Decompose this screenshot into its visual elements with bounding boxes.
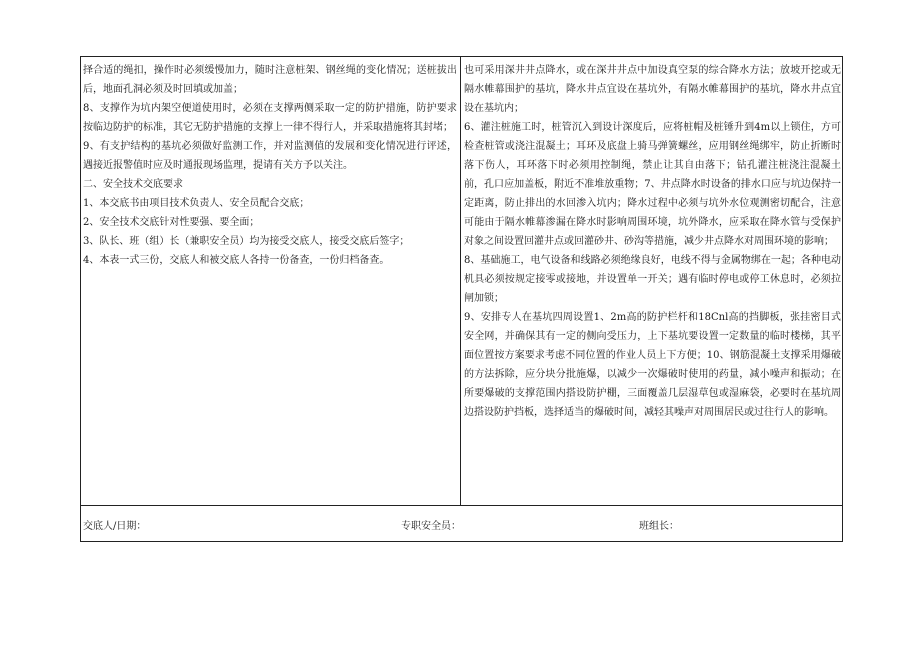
left-paragraph-item-9: 9、有支护结构的基坑必须做好监测工作，并对监测值的发展和变化情况进行评述，遇接近报警值时应及时通报现场监理，提请有关方予以关注。 [83,141,457,171]
left-paragraph-continuation: 择合适的绳扣，操作时必须缓慢加力，随时注意桩架、钢丝绳的变化情况；送桩拔出后，地面孔洞必须及时回填或加盖； [83,65,457,95]
handover-table [80,56,843,542]
requirement-item-1: 1、本交底书由项目技术负责人、安全员配合交底； [83,198,310,209]
right-paragraph-continuation: 也可采用深井井点降水，或在深井井点中加设真空泵的综合降水方法；放坡开挖或无隔水帷幕围护的基坑，降水井点宜设在基坑外，有隔水帷幕围护的基坑，降水井点宜设在基坑内； [464,65,841,114]
column-divider [460,57,461,505]
team-leader-label: 班组长： [639,521,679,532]
left-content-cell [83,57,457,270]
section-heading-requirements: 二、安全技术交底要求 [83,179,183,190]
right-paragraph-items-9-10: 9、安排专人在基坑四周设置1、2m高的防护栏杆和18Cnl高的挡脚板，张挂密目式安全网，并确保其有一定的侧向受压力，上下基坑要设置一定数量的临时楼梯，其平面位置按方案要求考虑不同位置的作业人员上下方便；10、钢筋混凝土支撑采用爆破的方法拆除，应分块分批施爆，以减少一次爆破时使用的药量，减小噪声和振动；在所要爆破的支撑范围内搭设防护棚，三面覆盖几层湿草包或湿麻袋，必要时在基坑周边搭设防护挡板，选择适当的爆破时间，减轻其噪声对周围居民或过往行人的影响。 [464,312,841,418]
safety-officer-label: 专职安全员： [401,521,461,532]
left-paragraph-item-8: 8、支撑作为坑内架空便道使用时，必须在支撑两侧采取一定的防护措施，防护要求按临边防护的标准，其它无防护措施的支撑上一律不得行人，并采取措施将其封堵； [83,103,457,133]
requirement-item-3: 3、队长、班（组）长（兼职安全员）均为接受交底人，接受交底后签字； [83,236,410,247]
requirement-item-2: 2、安全技术交底针对性要强、要全面； [83,217,260,228]
requirement-item-4: 4、本表一式三份，交底人和被交底人各持一份备查，一份归档备查。 [83,255,390,266]
right-paragraph-items-6-7: 6、灌注桩施工时，桩管沉入到设计深度后，应将桩帽及桩锤升到4m以上锁住，方可检查桩管或浇注混凝土；耳环及底盘上骑马弹簧螺丝，应用钢丝绳绑牢，防止折断时落下伤人，耳环落下时必须用控制绳，禁止让其自由落下；钻孔灌注桩浇注混凝土前，孔口应加盖板，附近不准堆放重物；7、井点降水时设备的排水口应与坑边保持一定距离，防止排出的水回渗入坑内；降水过程中必须与坑外水位观测密切配合，注意可能由于隔水帷幕渗漏在降水时影响周围环境，坑外降水，应采取在降水管与受保护对象之间设置回灌井点或回灌砂井、砂沟等措施，减少井点降水对周围环境的影响； [464,122,841,247]
handover-person-date-label: 交底人/日期： [83,521,147,532]
right-content-cell [464,57,841,422]
signature-row [83,505,839,541]
right-paragraph-item-8: 8、基础施工，电气设备和线路必须绝缘良好，电线不得与金属物绑在一起；各种电动机具必须按规定接零或接地，并设置单一开关；遇有临时停电或停工休息时，必须拉闸加锁； [464,255,841,304]
